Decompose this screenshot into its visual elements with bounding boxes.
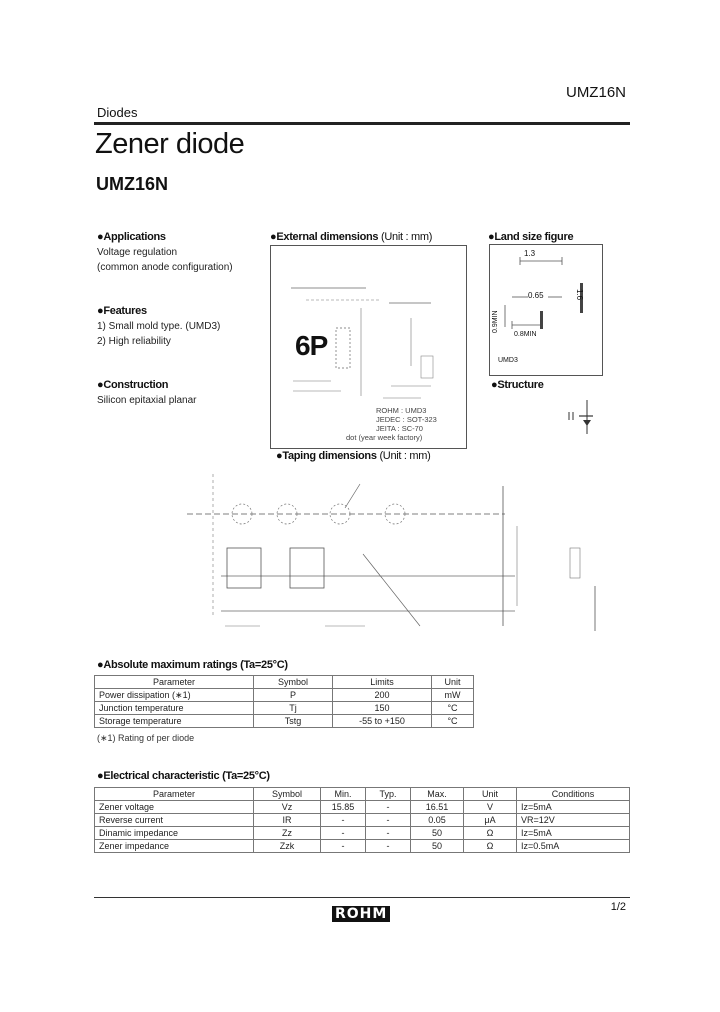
rohm-logo: ROHM	[332, 906, 390, 922]
elec-table	[94, 787, 630, 853]
table-cell: -	[321, 814, 366, 827]
land-label: 1.6	[575, 289, 584, 301]
table-cell: 200	[333, 689, 432, 702]
taping-heading	[276, 450, 431, 462]
table-header: Unit	[432, 676, 474, 689]
applications-heading: ●Applications	[97, 231, 166, 243]
table-cell: Ω	[464, 827, 517, 840]
table-header: Typ.	[366, 788, 411, 801]
table-cell: Zz	[254, 827, 321, 840]
table-cell: mW	[432, 689, 474, 702]
external-dimensions-figure	[270, 245, 467, 449]
table-cell: μA	[464, 814, 517, 827]
table-cell: VR=12V	[517, 814, 630, 827]
construction-heading: ●Construction	[97, 379, 169, 391]
table-cell: °C	[432, 702, 474, 715]
table-cell: Zener voltage	[95, 801, 254, 814]
table-cell: Zzk	[254, 840, 321, 853]
elec-heading: ●Electrical characteristic (Ta=25°C)	[97, 770, 270, 782]
table-header-row	[95, 788, 630, 801]
table-cell: 150	[333, 702, 432, 715]
table-cell: IR	[254, 814, 321, 827]
table-cell: Power dissipation (∗1)	[95, 689, 254, 702]
table-cell: Iz=0.5mA	[517, 840, 630, 853]
table-row	[95, 840, 630, 853]
land-label: 0.8MIN	[514, 331, 537, 338]
taping-heading-label: ●Taping dimensions	[276, 450, 377, 462]
header-rule	[94, 122, 630, 125]
table-cell: -	[366, 801, 411, 814]
table-header: Limits	[333, 676, 432, 689]
table-cell: 16.51	[411, 801, 464, 814]
external-heading	[270, 231, 432, 243]
external-note: ROHM : UMD3	[376, 406, 427, 415]
table-header: Parameter	[95, 788, 254, 801]
features-line: 2) High reliability	[97, 336, 171, 347]
table-cell: 50	[411, 840, 464, 853]
table-cell: -	[321, 840, 366, 853]
construction-text: Silicon epitaxial planar	[97, 395, 197, 406]
features-text	[97, 319, 220, 349]
land-heading: ●Land size figure	[488, 231, 574, 243]
table-cell: -	[366, 840, 411, 853]
taping-dimensions-drawing	[185, 466, 605, 646]
header-part-number: UMZ16N	[565, 84, 626, 101]
marking-code: 6P	[295, 330, 328, 361]
table-cell: P	[254, 689, 333, 702]
external-heading-label: ●External dimensions	[270, 231, 379, 243]
table-cell: Vz	[254, 801, 321, 814]
table-cell: -55 to +150	[333, 715, 432, 728]
table-row	[95, 801, 630, 814]
part-name: UMZ16N	[96, 174, 169, 194]
table-cell: V	[464, 801, 517, 814]
table-header: Conditions	[517, 788, 630, 801]
table-cell: Iz=5mA	[517, 827, 630, 840]
external-note: JEITA : SC-70	[376, 424, 423, 433]
table-cell: 0.05	[411, 814, 464, 827]
table-cell: Zener impedance	[95, 840, 254, 853]
external-note: dot (year week factory)	[346, 433, 423, 442]
table-row	[95, 715, 474, 728]
table-header-row	[95, 676, 474, 689]
table-cell: Junction temperature	[95, 702, 254, 715]
applications-text	[97, 245, 233, 275]
table-header: Max.	[411, 788, 464, 801]
table-cell: Iz=5mA	[517, 801, 630, 814]
external-notes	[346, 406, 437, 442]
table-row	[95, 814, 630, 827]
table-row	[95, 702, 474, 715]
table-cell: Tstg	[254, 715, 333, 728]
applications-line: Voltage regulation	[97, 247, 178, 258]
land-label: 1.3	[524, 249, 536, 258]
land-label: 0.65	[528, 291, 544, 300]
features-line: 1) Small mold type. (UMD3)	[97, 321, 221, 332]
table-cell: -	[366, 814, 411, 827]
table-header: Parameter	[95, 676, 254, 689]
abs-max-note: (∗1) Rating of per diode	[97, 733, 195, 743]
abs-max-table	[94, 675, 474, 728]
page-number: 1/2	[610, 901, 626, 913]
table-cell: 15.85	[321, 801, 366, 814]
table-cell: Dinamic impedance	[95, 827, 254, 840]
table-cell: -	[366, 827, 411, 840]
table-row	[95, 827, 630, 840]
footer-rule	[94, 897, 630, 898]
page-title: Zener diode	[95, 128, 245, 160]
taping-unit: (Unit : mm)	[379, 450, 431, 462]
table-header: Unit	[464, 788, 517, 801]
features-heading: ●Features	[97, 305, 147, 317]
table-cell: Storage temperature	[95, 715, 254, 728]
table-cell: -	[321, 827, 366, 840]
applications-line: (common anode configuration)	[97, 262, 233, 273]
table-cell: 50	[411, 827, 464, 840]
land-size-drawing	[490, 245, 602, 375]
header-category: Diodes	[97, 105, 138, 120]
table-cell: Tj	[254, 702, 333, 715]
structure-symbol	[565, 398, 605, 438]
table-header: Symbol	[254, 676, 333, 689]
table-header: Symbol	[254, 788, 321, 801]
table-cell: °C	[432, 715, 474, 728]
structure-heading: ●Structure	[491, 379, 544, 391]
table-row	[95, 689, 474, 702]
land-label: 0.9MIN	[492, 310, 499, 333]
table-cell: Reverse current	[95, 814, 254, 827]
table-header: Min.	[321, 788, 366, 801]
land-size-figure	[489, 244, 603, 376]
abs-max-heading: ●Absolute maximum ratings (Ta=25°C)	[97, 659, 288, 671]
external-note: JEDEC : SOT-323	[376, 415, 437, 424]
land-label: UMD3	[498, 357, 518, 364]
table-cell: Ω	[464, 840, 517, 853]
external-unit: (Unit : mm)	[381, 231, 433, 243]
